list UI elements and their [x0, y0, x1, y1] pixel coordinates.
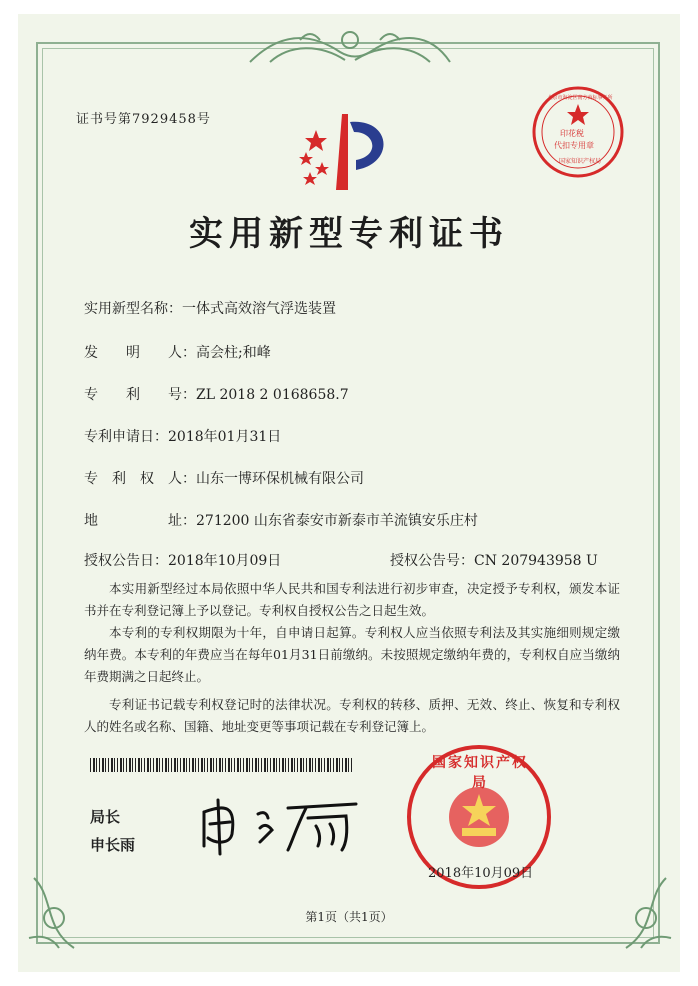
field-value: CN 207943958 U: [474, 553, 598, 569]
body-paragraph: 本实用新型经过本局依照中华人民共和国专利法进行初步审查，决定授予专利权，颁发本证书并在专利登记簿上予以登记。专利权自授权公告之日起生效。: [84, 581, 620, 618]
cnipa-logo: [296, 108, 406, 194]
barcode: [90, 758, 352, 772]
tax-stamp-bottom-text: 国家知识产权局: [558, 158, 601, 165]
grant-date: 2018年10月09日: [428, 866, 534, 881]
field-value: 2018年10月09日: [168, 553, 282, 569]
page-number: 第1页（共1页）: [305, 910, 393, 924]
tax-stamp-center-2: 代扣专用章: [554, 141, 594, 150]
field-label: 专 利 权 人：: [84, 471, 196, 487]
field-utility-model-name: [84, 298, 336, 318]
tax-stamp-center-1: 印花税: [560, 129, 584, 138]
field-label: 授权公告日：: [84, 553, 168, 569]
field-application-date: [84, 426, 281, 446]
handwritten-signature: [196, 794, 366, 858]
signer-role: 局长: [90, 808, 121, 826]
field-value: 一体式高效溶气浮选装置: [182, 301, 336, 317]
body-paragraph: 本专利的专利权期限为十年，自申请日起算。专利权人应当依照专利法及其实施细则规定缴纳年费。本专利的年费应当在每年01月31日前缴纳。未按照规定缴纳年费的，专利权自应当缴纳年费期满之日起终止。: [84, 625, 620, 684]
field-announcement-number: [390, 550, 598, 570]
body-paragraph: 专利证书记载专利权登记时的法律状况。专利权的转移、质押、无效、终止、恢复和专利权人的姓名或名称、国籍、地址变更等事项记载在专利登记簿上。: [84, 697, 620, 734]
signer-name: 申长雨: [90, 836, 136, 854]
top-ornament: [240, 22, 460, 72]
field-label: 授权公告号：: [390, 553, 474, 569]
certificate-title: 实用新型专利证书: [189, 214, 509, 254]
field-value: 高会柱;和峰: [196, 345, 271, 361]
field-announcement-date: [84, 550, 281, 570]
field-patentee: [84, 468, 364, 488]
field-value: 271200 山东省泰安市新泰市羊流镇安乐庄村: [196, 513, 478, 529]
tax-stamp-ring-text: 北京市海淀区南方商标事务所: [547, 95, 613, 101]
certificate-number: 证书号第7929458号: [76, 112, 211, 127]
seal-text: 国家知识产权局: [432, 755, 528, 791]
field-label: 实用新型名称：: [84, 301, 182, 317]
field-label: 专 利 号：: [84, 387, 196, 403]
field-label: 发 明 人：: [84, 345, 196, 361]
field-patent-number: [84, 384, 349, 404]
field-value: 2018年01月31日: [168, 429, 282, 445]
field-value: 山东一博环保机械有限公司: [196, 471, 364, 487]
field-label: 地 址：: [84, 513, 196, 529]
field-value: ZL 2018 2 0168658.7: [196, 387, 349, 403]
field-label: 专利申请日：: [84, 429, 168, 445]
certificate-body: [84, 578, 620, 738]
field-inventor: [84, 342, 271, 362]
field-address: [84, 510, 478, 530]
